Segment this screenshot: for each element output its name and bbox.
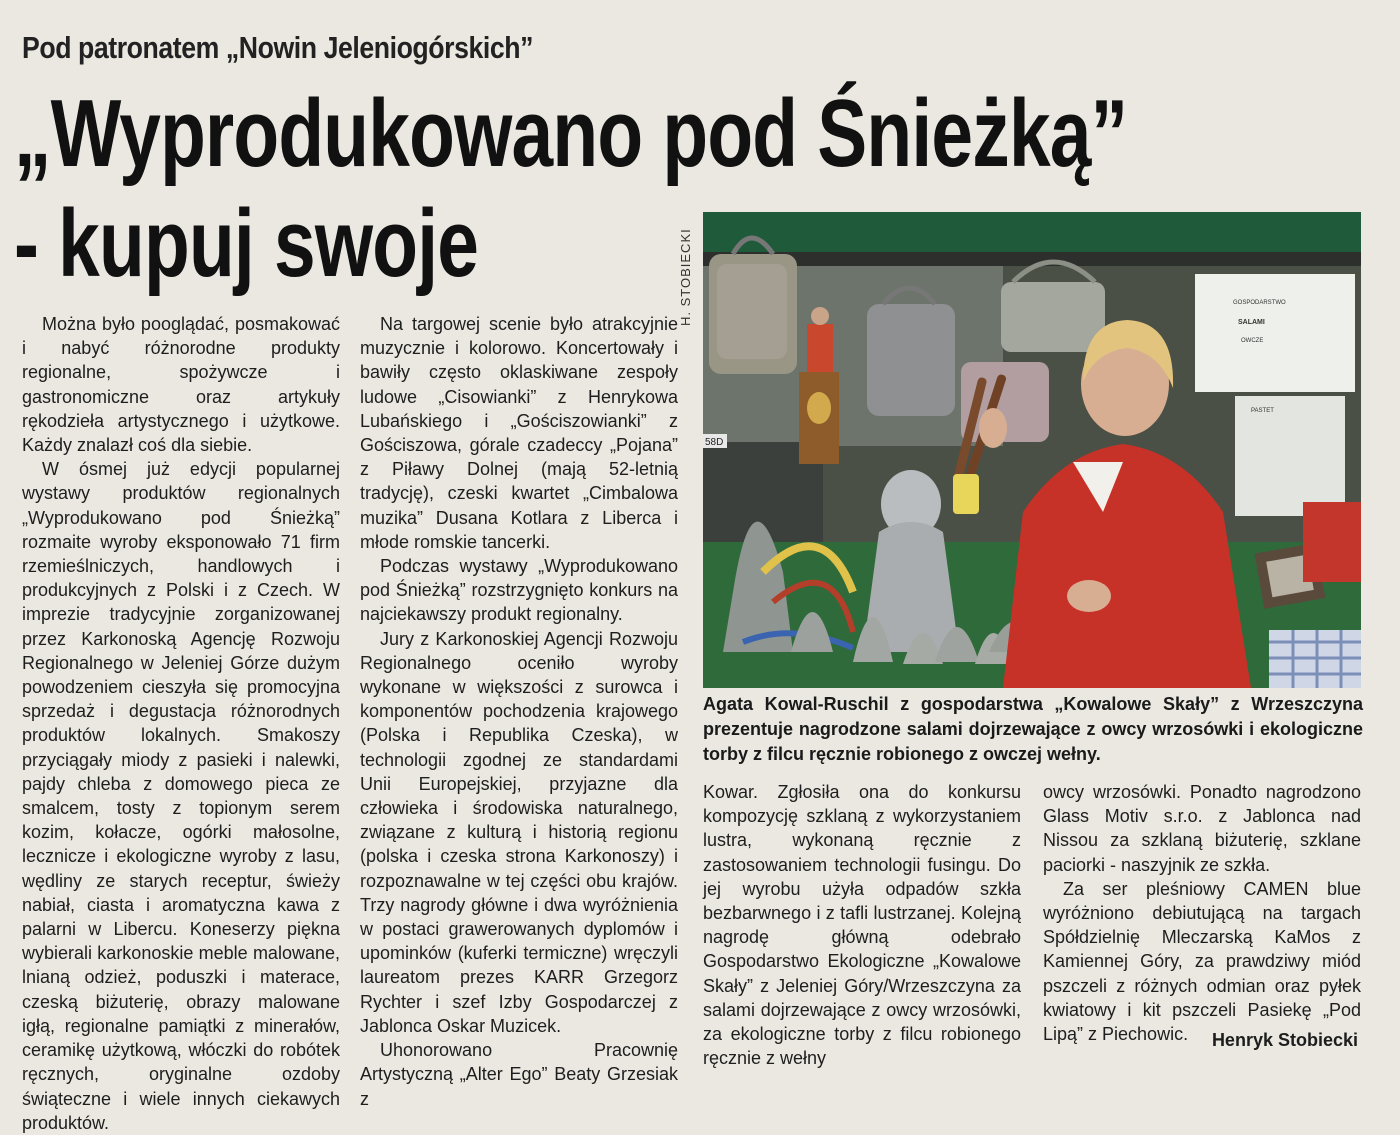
paragraph: Kowar. Zgłosiła ona do konkursu kompozycję szklaną z wykorzystaniem lustra, wykonaną ręcznie z zastosowaniem technologii fusingu. Do jej wyrobu użyła odpadów szkła bezbarwnego i z tafli lustrzanej. Kolejną nagrodę główną odebrało Gospodarstwo Ekologiczne „Kowalowe Skały” z Jeleniej Góry/Wrzeszczyna za salami dojrzewające z owcy wrzosówki, za ekologiczne torby z filcu robionego ręcznie z wełny xyxy=(703,782,1021,1069)
sign-text: PASTET xyxy=(1251,408,1274,414)
photo-credit: H. STOBIECKI xyxy=(678,228,693,326)
sign-text: SALAMI xyxy=(1238,319,1265,326)
article-column-4 xyxy=(1043,780,1361,1046)
car-plate: 58D xyxy=(705,437,724,448)
paragraph: Uhonorowano Pracownię Artystyczną „Alter Ego” Beaty Grzesiak z xyxy=(360,1040,678,1109)
headline-line-2: - kupuj swoje xyxy=(14,190,479,297)
paragraph: Jury z Karkonoskiej Agencji Rozwoju Regionalnego oceniło wyroby wykonane w większości z surowca i komponentów pochodzenia krajowego (Polska i Republika Czeska), w technologii zgodnej ze standardami Unii Europejskiej, przyjazne dla człowieka i środowiska naturalnego, związane z kulturą i historią regionu (polska i czeska strona Karkonoszy) i rozpoznawalne w tej części obu krajów. Trzy nagrody główne i dwa wyróżnienia w postaci grawerowanych dyplomów i upominków (kuferki termiczne) wręczyli laureatom prezes KARR Grzegorz Rychter i szef Izby Gospodarczej z Jablonca Oskar Muzicek. xyxy=(360,628,678,1036)
paragraph: Za ser pleśniowy CAMEN blue wyróżniono debiutującą na targach Spółdzielnię Mleczarską KaMos z Kamiennej Góry, za prawdziwy miód pszczeli z różnych odmian oraz pyłek kwiatowy i kit pszczeli Pasiekę „Pod Lipą” z Piechowic. xyxy=(1043,878,1361,1045)
byline: Henryk Stobiecki xyxy=(1211,1030,1358,1050)
photo-caption: Agata Kowal-Ruschil z gospodarstwa „Kowalowe Skały” z Wrzeszczyna prezentuje nagrodzone salami dojrzewające z owcy wrzosówki i ekologiczne torby z filcu ręcznie robionego z owczej wełny. xyxy=(703,694,1363,764)
paragraph: Można było pooglądać, posmakować i nabyć różnorodne produkty regionalne, spożywcze i gastronomiczne oraz artykuły rękodzieła artystycznego i użytkowe. Każdy znalazł coś dla siebie. xyxy=(22,314,340,456)
paragraph: owcy wrzosówki. Ponadto nagrodzono Glass Motiv s.r.o. z Jablonca nad Nissou za szklaną biżuterię, szklane paciorki - naszyjnik ze szkła. xyxy=(1043,782,1361,875)
paragraph: W ósmej już edycji popularnej wystawy produktów regionalnych „Wyprodukowano pod Śnieżką” rozmaite wyroby eksponowało 71 firm rzemieślniczych, handlowych i produkcyjnych z Polski i z Czech. W imprezie tradycyjnie zorganizowanej przez Karkonoską Agencję Rozwoju Regionalnego w Jeleniej Górze dużym powodzeniem cieszyła się promocyjna sprzedaż i degustacja różnorodnych produktów lokalnych. Smakoszy przyciągały miody z pasieki i nalewki, pajdy chleba z domowego pieca ze smalcem, tosty z topionym serem kozim, kołacze, ogórki małosolne, lecznicze i ekologiczne wyroby z lasu, wędliny ze starych receptur, świeży nabiał, ciasta i aromatyczna kawa z palarni w Libercu. Koneserzy piękna wybierali karkonoskie meble malowane, lnianą odzież, poduszki i materace, czeską biżuterię, obrazy malowane igłą, regionalne pamiątki z minerałów, ceramikę użytkową, włóczki do robótek ręcznych, oryginalne ozdoby świąteczne i wiele innych ciekawych produktów. xyxy=(22,459,340,1133)
sign-text: OWCZE xyxy=(1241,338,1264,344)
kicker: Pod patronatem „Nowin Jeleniogórskich” xyxy=(22,30,534,65)
paragraph: Podczas wystawy „Wyprodukowano pod Śnieżką” rozstrzygnięto konkurs na najciekawszy produkt regionalny. xyxy=(360,556,678,625)
article-column-1 xyxy=(22,312,340,1135)
headline-line-1: „Wyprodukowano pod Śnieżką” xyxy=(14,80,1128,187)
paragraph: Na targowej scenie było atrakcyjnie muzycznie i kolorowo. Koncertowały i bawiły często oklaskiwane zespoły ludowe „Cisowianki” z Henrykowa Lubańskiego i „Gościszowianki” z Gościszowa, górale czadeccy „Pojana” z Piławy Dolnej (mają 52-letnią tradycję), czeski kwartet „Cimbalowa muzika” Dusana Kotlara z Liberca i młode romskie tancerki. xyxy=(360,314,678,552)
article-column-2 xyxy=(360,312,678,1111)
market-stall-photo xyxy=(703,212,1361,688)
sign-text: GOSPODARSTWO xyxy=(1233,300,1286,306)
article-column-3 xyxy=(703,780,1021,1070)
